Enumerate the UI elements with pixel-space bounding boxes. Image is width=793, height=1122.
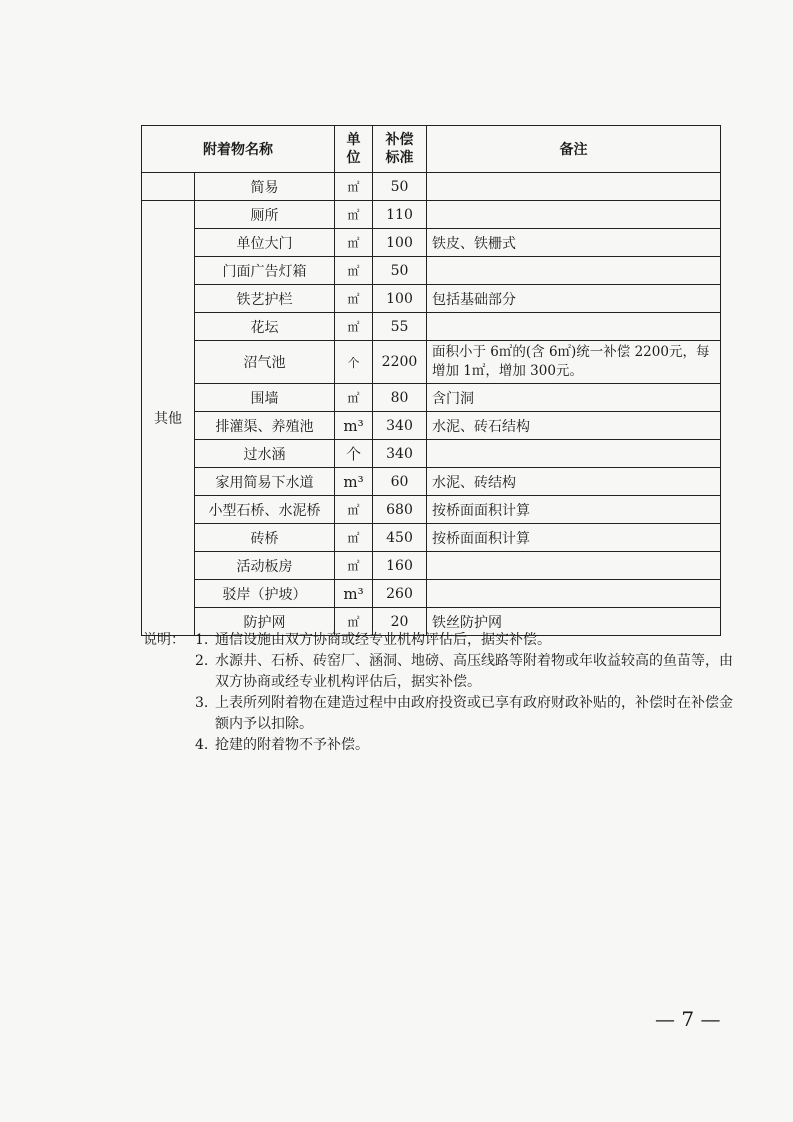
note-indent [143, 651, 195, 693]
header-unit-line1: 单 [346, 132, 361, 148]
table-row [142, 496, 721, 524]
row-unit: ㎡ [335, 313, 373, 341]
note-number: 3. [195, 695, 209, 711]
note-item [143, 630, 743, 651]
row-name: 家用简易下水道 [195, 468, 335, 496]
row-standard: 680 [373, 496, 427, 524]
row-note [427, 313, 721, 341]
row-standard: 55 [373, 313, 427, 341]
row-standard: 100 [373, 229, 427, 257]
header-standard-line1: 补偿 [385, 132, 414, 148]
row-unit: 个 [335, 341, 373, 384]
row-unit: m³ [335, 580, 373, 608]
row-name: 厕所 [195, 201, 335, 229]
row-unit: ㎡ [335, 524, 373, 552]
row-note [427, 257, 721, 285]
row-name: 活动板房 [195, 552, 335, 580]
header-standard [373, 126, 427, 173]
row-standard: 50 [373, 173, 427, 201]
row-name: 花坛 [195, 313, 335, 341]
table-row [142, 285, 721, 313]
table-row [142, 173, 721, 201]
row-note [427, 440, 721, 468]
row-name: 铁艺护栏 [195, 285, 335, 313]
note-text: 水源井、石桥、砖窑厂、涵洞、地磅、高压线路等附着物或年收益较高的鱼苗等，由双方协商或经专业机构评估后，据实补偿。 [215, 653, 733, 690]
table-row [142, 468, 721, 496]
row-note: 水泥、砖石结构 [427, 412, 721, 440]
note-indent [143, 735, 195, 756]
note-item [143, 735, 743, 756]
row-standard: 100 [373, 285, 427, 313]
table-row [142, 440, 721, 468]
notes-section [143, 630, 743, 756]
row-standard: 340 [373, 412, 427, 440]
notes-lead: 说明： [143, 632, 185, 648]
note-item [143, 693, 743, 735]
row-unit: ㎡ [335, 285, 373, 313]
row-note: 包括基础部分 [427, 285, 721, 313]
row-note: 铁皮、铁栅式 [427, 229, 721, 257]
table-row [142, 341, 721, 384]
row-name: 防护网 [195, 608, 335, 636]
table-row [142, 412, 721, 440]
row-note: 按桥面面积计算 [427, 496, 721, 524]
group-label: 其他 [142, 201, 195, 636]
row-unit: ㎡ [335, 229, 373, 257]
row-note: 含门洞 [427, 384, 721, 412]
row-standard: 60 [373, 468, 427, 496]
row-standard: 20 [373, 608, 427, 636]
page-number: — 7 — [655, 1007, 721, 1031]
table-row [142, 580, 721, 608]
row-note: 按桥面面积计算 [427, 524, 721, 552]
note-number: 4. [195, 737, 209, 753]
row-standard: 2200 [373, 341, 427, 384]
note-text: 上表所列附着物在建造过程中由政府投资或已享有政府财政补贴的，补偿时在补偿金额内予以扣除。 [215, 695, 733, 732]
header-note: 备注 [427, 126, 721, 173]
row-name: 砖桥 [195, 524, 335, 552]
row-name: 沼气池 [195, 341, 335, 384]
row-note [427, 580, 721, 608]
row-name: 驳岸（护坡） [195, 580, 335, 608]
note-text: 通信设施由双方协商或经专业机构评估后，据实补偿。 [215, 632, 551, 648]
row-unit: ㎡ [335, 173, 373, 201]
row-unit: ㎡ [335, 201, 373, 229]
row-standard: 160 [373, 552, 427, 580]
note-item [143, 651, 743, 693]
row-note [427, 201, 721, 229]
row-name: 围墙 [195, 384, 335, 412]
table-row [142, 524, 721, 552]
row-unit: m³ [335, 468, 373, 496]
row-unit: ㎡ [335, 257, 373, 285]
row-unit: m³ [335, 412, 373, 440]
row-note: 铁丝防护网 [427, 608, 721, 636]
header-unit-line2: 位 [346, 150, 361, 166]
row-name: 单位大门 [195, 229, 335, 257]
row-name: 简易 [195, 173, 335, 201]
row-standard: 340 [373, 440, 427, 468]
note-number: 1. [195, 632, 209, 648]
compensation-table [141, 125, 721, 636]
row-unit: ㎡ [335, 552, 373, 580]
row-unit: ㎡ [335, 384, 373, 412]
row-standard: 450 [373, 524, 427, 552]
row-name: 排灌渠、养殖池 [195, 412, 335, 440]
row-unit: ㎡ [335, 496, 373, 524]
row-standard: 110 [373, 201, 427, 229]
note-number: 2. [195, 653, 209, 669]
row-note [427, 173, 721, 201]
row-name: 小型石桥、水泥桥 [195, 496, 335, 524]
row-unit: ㎡ [335, 608, 373, 636]
row-note: 面积小于 6㎡的(含 6㎡)统一补偿 2200元，每增加 1㎡，增加 300元。 [427, 341, 721, 384]
row-name: 过水涵 [195, 440, 335, 468]
table-header-row [142, 126, 721, 173]
note-indent [143, 693, 195, 735]
row-standard: 50 [373, 257, 427, 285]
table-row [142, 552, 721, 580]
table-row [142, 384, 721, 412]
header-standard-line2: 标准 [385, 150, 414, 166]
row-standard: 260 [373, 580, 427, 608]
row-standard: 80 [373, 384, 427, 412]
table-row [142, 313, 721, 341]
table-row [142, 229, 721, 257]
note-text: 抢建的附着物不予补偿。 [215, 737, 369, 753]
header-name: 附着物名称 [142, 126, 335, 173]
group-cell-empty [142, 173, 195, 201]
row-note [427, 552, 721, 580]
row-note: 水泥、砖结构 [427, 468, 721, 496]
row-unit: 个 [335, 440, 373, 468]
row-name: 门面广告灯箱 [195, 257, 335, 285]
header-unit [335, 126, 373, 173]
table-row [142, 201, 721, 229]
table-row [142, 257, 721, 285]
